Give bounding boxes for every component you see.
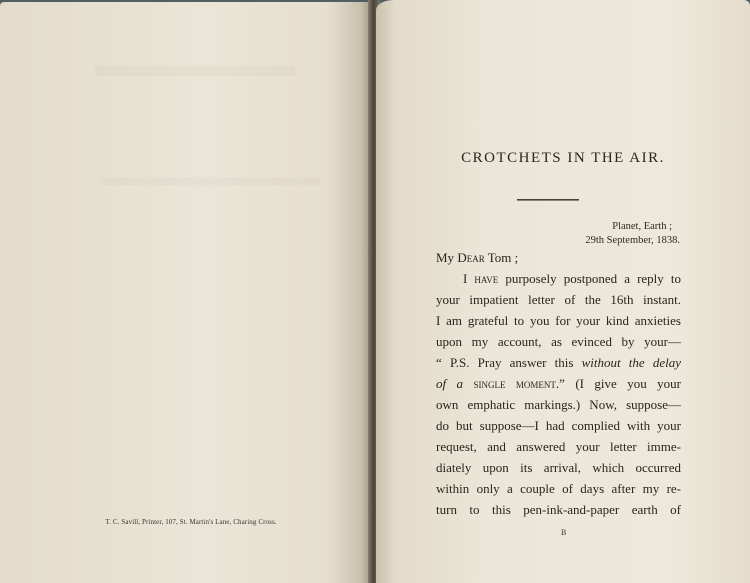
page-title: CROTCHETS IN THE AIR. xyxy=(461,150,665,166)
letter-line: I have purposely postponed a reply to xyxy=(463,271,681,286)
title-rule xyxy=(517,199,579,201)
show-through-text xyxy=(95,66,295,76)
letter-line: “ P.S. Pray answer this without the delay xyxy=(436,355,682,370)
letter-line: diately upon its arrival, which occurred xyxy=(436,460,681,475)
show-through-text xyxy=(100,177,320,185)
right-page xyxy=(376,0,750,583)
letter-line: within only a couple of days after my re- xyxy=(436,481,681,496)
printer-imprint: T. C. Savill, Printer, 107, St. Martin's Lane, Charing Cross. xyxy=(105,518,277,526)
dateline-place: Planet, Earth ; xyxy=(612,221,672,232)
letter-line: of a single moment.” (I give you your xyxy=(436,376,682,391)
dateline-date: 29th September, 1838. xyxy=(585,235,680,246)
signature-mark: B xyxy=(561,528,567,537)
salutation: My Dear Tom ; xyxy=(436,250,519,265)
letter-line: upon my account, as evinced by your— xyxy=(436,334,681,349)
left-page xyxy=(0,2,372,583)
letter-line: I am grateful to you for your kind anxieties xyxy=(436,313,681,328)
letter-line: your impatient letter of the 16th instant. xyxy=(436,292,681,307)
letter-line: own emphatic markings.) Now, suppose— xyxy=(436,397,681,412)
letter-line: request, and answered your letter imme- xyxy=(436,439,681,454)
letter-line: turn to this pen-ink-and-paper earth of xyxy=(436,502,681,517)
letter-line: do but suppose—I had complied with your xyxy=(436,418,681,433)
